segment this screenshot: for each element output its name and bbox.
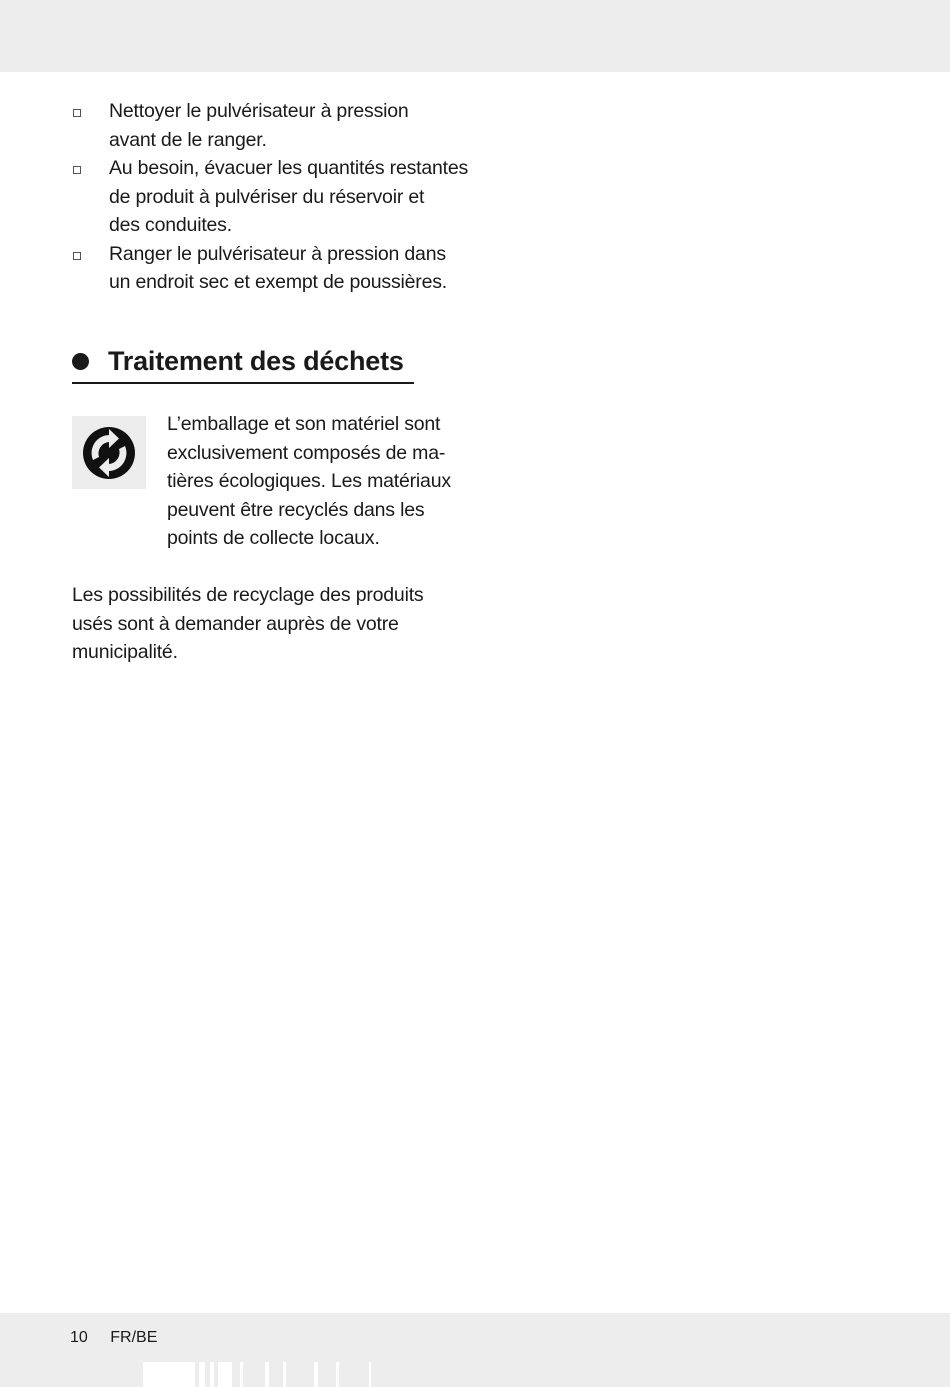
green-dot-recycling-icon (82, 426, 136, 480)
packaging-recycling-text (167, 410, 467, 553)
text-line: points de collecte locaux. (167, 527, 380, 549)
heading-underline (72, 382, 414, 384)
list-item-line: des conduites. (109, 214, 232, 236)
bullet-list (72, 97, 472, 297)
text-line: exclusivement composés de ma- (167, 441, 446, 464)
heading-bullet-icon (72, 353, 89, 370)
list-item (72, 240, 472, 297)
bullet-square-icon (73, 166, 81, 174)
section-heading (72, 346, 404, 377)
list-item-line: Ranger le pulvérisateur à pression dans (109, 242, 446, 265)
page-number: 10 (70, 1329, 88, 1346)
text-line: municipalité. (72, 641, 178, 663)
text-line: usés sont à demander auprès de votre (72, 612, 399, 635)
text-line: peuvent être recyclés dans les (167, 498, 425, 521)
bullet-square-icon (73, 252, 81, 260)
page-footer (70, 1329, 157, 1347)
locale-code: FR/BE (110, 1329, 158, 1346)
list-item-line: Au besoin, évacuer les quantités restantes (109, 157, 469, 179)
recycle-logo-box (72, 416, 146, 489)
list-item-line: de produit à pulvériser du réservoir et (109, 185, 425, 208)
bullet-square-icon (73, 109, 81, 117)
list-item-line: un endroit sec et exempt de poussières. (109, 271, 447, 293)
storage-instructions (72, 97, 472, 297)
header-band (0, 0, 950, 72)
list-item-line: avant de le ranger. (109, 128, 267, 151)
list-item-line: Nettoyer le pulvérisateur à pression (109, 100, 409, 122)
text-line: tières écologiques. Les matériaux (167, 470, 451, 492)
section-title: Traitement des déchets (108, 346, 404, 376)
print-mark-strip (143, 1362, 371, 1387)
list-item (72, 154, 472, 240)
text-line: L’emballage et son matériel sont (167, 413, 441, 435)
municipality-recycling-text (72, 581, 472, 667)
text-line: Les possibilités de recyclage des produits (72, 584, 424, 606)
list-item (72, 97, 472, 154)
